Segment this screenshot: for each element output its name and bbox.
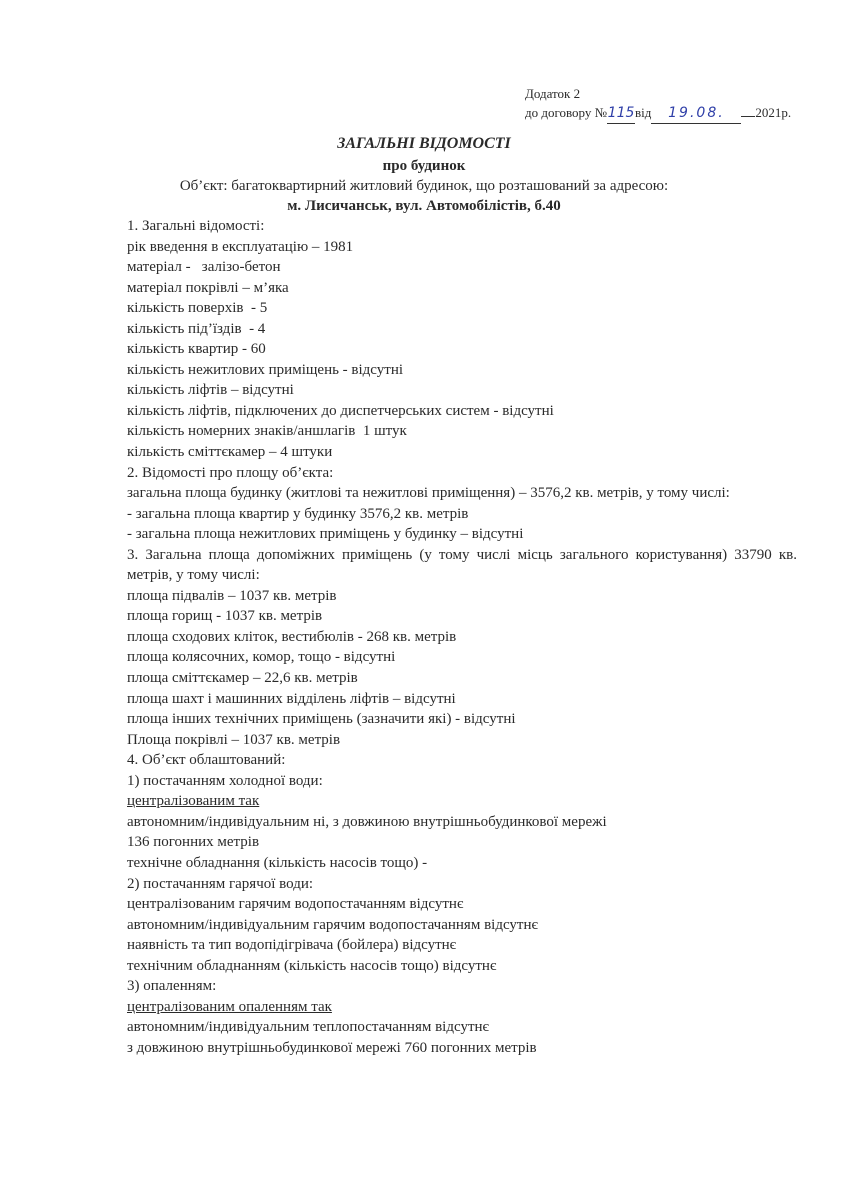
object-address: м. Лисичанськ, вул. Автомобілістів, б.40 xyxy=(287,198,561,214)
general-line: кількість під’їздів - 4 xyxy=(127,320,266,337)
addendum-block xyxy=(525,84,791,124)
auxiliary-line: площа підвалів – 1037 кв. метрів xyxy=(127,587,337,604)
auxiliary-line: Площа покрівлі – 1037 кв. метрів xyxy=(127,731,341,748)
contract-prefix: до договору № xyxy=(525,105,608,120)
section-area-heading: 2. Відомості про площу об’єкта: xyxy=(127,464,334,481)
contract-reference xyxy=(525,103,791,124)
section-equipment-heading: 4. Об’єкт облаштований: xyxy=(127,752,286,769)
contract-date-handwritten: 19.08. xyxy=(651,104,741,124)
cold-water-equipment: технічне обладнання (кількість насосів тощо) - xyxy=(127,854,428,871)
hot-water-line: автономним/індивідуальним гарячим водопостачанням відсутнє xyxy=(127,916,538,933)
auxiliary-line: площа горищ - 1037 кв. метрів xyxy=(127,608,323,625)
general-line: кількість номерних знаків/аншлагів 1 штук xyxy=(127,423,407,440)
general-line: кількість ліфтів – відсутні xyxy=(127,382,294,399)
general-line: матеріал покрівлі – м’яка xyxy=(127,279,289,296)
date-blank-line xyxy=(741,116,755,117)
section-auxiliary-heading: 3. Загальна площа допоміжних приміщень (у тому числі місць загального користування) 33790 кв. метрів, у тому числі: xyxy=(127,546,797,584)
auxiliary-line: площа шахт і машинних відділень ліфтів – відсутні xyxy=(127,690,456,707)
heating-line: автономним/індивідуальним теплопостачанням відсутнє xyxy=(127,1019,489,1036)
contract-year: 2021р. xyxy=(755,105,792,120)
general-line: кількість квартир - 60 xyxy=(127,341,266,358)
document-subtitle: про будинок xyxy=(382,158,466,174)
auxiliary-line: площа інших технічних приміщень (зазначити які) - відсутні xyxy=(127,711,516,728)
general-line: рік введення в експлуатацію – 1981 xyxy=(127,238,354,255)
auxiliary-line: площа сходових кліток, вестибюлів - 268 кв. метрів xyxy=(127,628,457,645)
general-line: кількість поверхів - 5 xyxy=(127,300,268,317)
area-line: - загальна площа нежитлових приміщень у будинку – відсутні xyxy=(127,526,524,543)
heating-heading: 3) опаленням: xyxy=(127,978,217,995)
cold-water-heading: 1) постачанням холодної води: xyxy=(127,772,323,789)
section-general-heading: 1. Загальні відомості: xyxy=(127,218,265,234)
hot-water-line: наявність та тип водопідігрівача (бойлера) відсутнє xyxy=(127,937,457,954)
general-line: кількість сміттєкамер – 4 штуки xyxy=(127,444,333,461)
document-body xyxy=(127,216,797,1058)
cold-water-length: 136 погонних метрів xyxy=(127,834,260,851)
cold-water-centralized: централізованим так xyxy=(127,793,260,810)
hot-water-line: централізованим гарячим водопостачанням відсутнє xyxy=(127,896,464,913)
heating-centralized: централізованим опаленням так xyxy=(127,998,332,1015)
addendum-label: Додаток 2 xyxy=(525,86,581,101)
auxiliary-line: площа колясочних, комор, тощо - відсутні xyxy=(127,649,396,666)
object-description: Об’єкт: багатоквартирний житловий будинок, що розташований за адресою: xyxy=(179,178,669,194)
hot-water-line: технічним обладнанням (кількість насосів тощо) відсутнє xyxy=(127,957,497,974)
cold-water-autonomous: автономним/індивідуальним ні, з довжиною внутрішньобудинкової мережі xyxy=(127,813,607,830)
contract-number-handwritten: 115 xyxy=(607,104,635,124)
date-prefix: від xyxy=(635,105,652,120)
document-title: ЗАГАЛЬНІ ВІДОМОСТІ xyxy=(337,135,511,152)
general-line: кількість нежитлових приміщень - відсутні xyxy=(127,361,404,378)
general-line: матеріал - залізо-бетон xyxy=(127,259,281,276)
area-total: загальна площа будинку (житлові та нежитлові приміщення) – 3576,2 кв. метрів, у тому числі: xyxy=(127,485,730,502)
heating-line: з довжиною внутрішньобудинкової мережі 760 погонних метрів xyxy=(127,1039,537,1056)
area-line: - загальна площа квартир у будинку 3576,2 кв. метрів xyxy=(127,505,469,522)
general-line: кількість ліфтів, підключених до диспетчерських систем - відсутні xyxy=(127,402,554,419)
auxiliary-line: площа сміттєкамер – 22,6 кв. метрів xyxy=(127,670,358,687)
hot-water-heading: 2) постачанням гарячої води: xyxy=(127,875,314,892)
